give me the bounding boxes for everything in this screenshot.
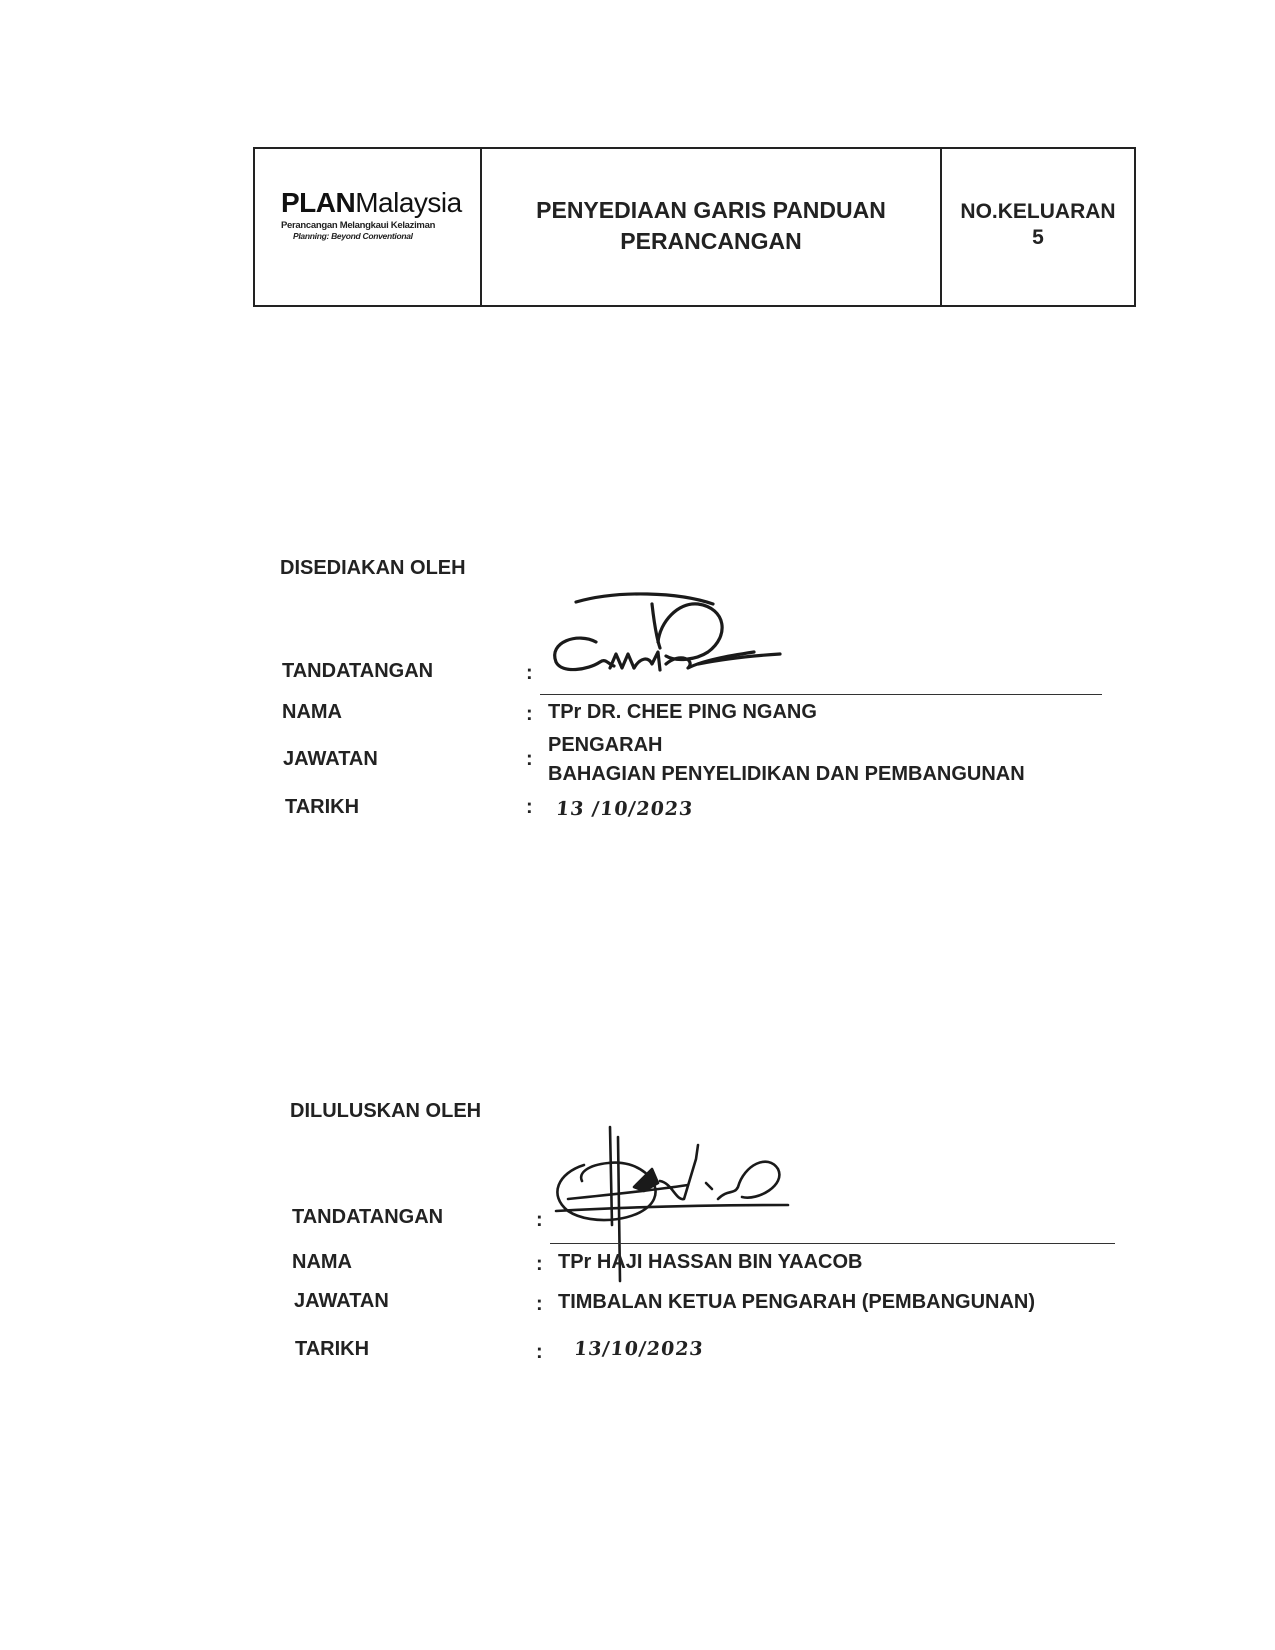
issue-number-label: NO.KELUARAN [960,200,1116,223]
document-title-cell [482,149,942,305]
approved-by-heading: DILULUSKAN OLEH [290,1100,482,1122]
issue-number-cell [942,149,1134,305]
prepared-name-label: NAMA [282,701,342,723]
approved-date-label: TARIKH [295,1338,370,1360]
prepared-date-colon: : [526,796,533,818]
logo-tagline-english: Planning: Beyond Conventional [293,230,413,241]
prepared-signature-label: TANDATANGAN [282,660,434,682]
approved-position-colon: : [536,1293,543,1315]
logo-cell [255,149,482,305]
document-title-line-1: PENYEDIAAN GARIS PANDUAN [536,197,886,223]
approved-position-label: JAWATAN [294,1290,389,1312]
approved-name-label: NAMA [292,1251,352,1273]
prepared-name-colon: : [526,703,533,725]
approved-date-value: 13/10/2023 [572,1338,705,1360]
approved-signature-colon: : [536,1209,543,1231]
document-header-table [253,147,1136,307]
prepared-signature-colon: : [526,662,533,684]
prepared-date-label: TARIKH [285,796,360,818]
approved-name-colon: : [536,1253,543,1275]
prepared-name-value: TPr DR. CHEE PING NGANG [548,701,817,723]
approved-signature-label: TANDATANGAN [292,1206,444,1228]
prepared-date-value: 13 /10/2023 [554,798,695,820]
prepared-by-heading: DISEDIAKAN OLEH [280,557,466,579]
document-title-line-2: PERANCANGAN [620,228,802,254]
logo-tagline-malay: Perancangan Melangkaui Kelaziman [281,219,436,231]
prepared-signature-image [548,592,788,692]
approved-signature-line [550,1243,1115,1244]
approved-name-value: TPr HAJI HASSAN BIN YAACOB [558,1251,863,1273]
issue-number-value: 5 [1032,226,1044,249]
planmalaysia-logo: PLANMalaysia [281,186,462,218]
prepared-position-line-2: BAHAGIAN PENYELIDIKAN DAN PEMBANGUNAN [548,763,1025,785]
prepared-signature-line [540,694,1102,695]
prepared-position-line-1: PENGARAH [548,734,663,756]
prepared-position-colon: : [526,748,533,770]
approved-position-value: TIMBALAN KETUA PENGARAH (PEMBANGUNAN) [558,1291,1036,1313]
prepared-position-label: JAWATAN [283,748,378,770]
approved-date-colon: : [536,1341,543,1363]
